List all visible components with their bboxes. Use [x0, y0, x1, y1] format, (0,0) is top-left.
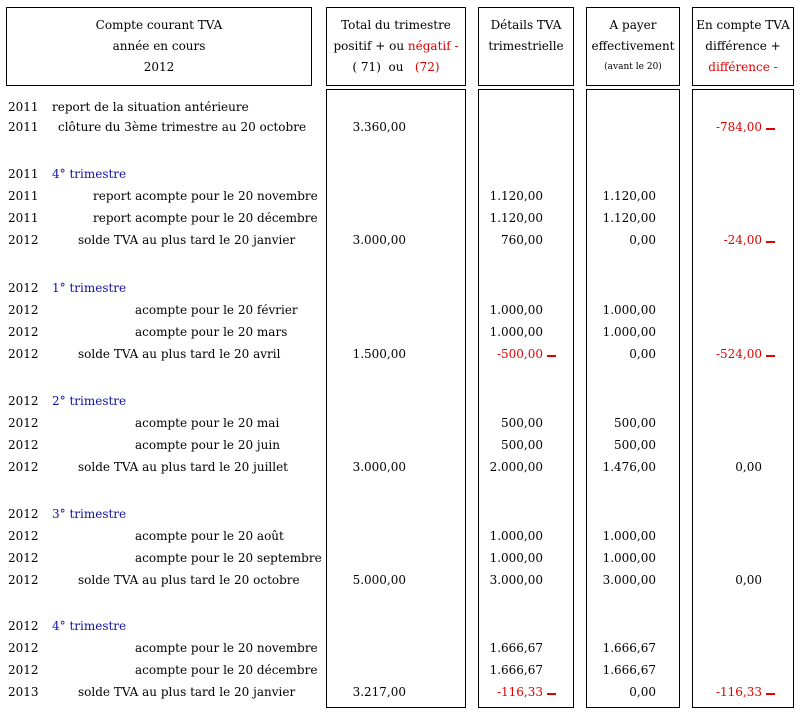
minus-marker-icon [547, 693, 556, 695]
cell-payer: 0,00 [629, 233, 656, 247]
row-year: 2012 [8, 460, 39, 474]
cell-details: 1.000,00 [489, 529, 543, 543]
row-year: 2012 [8, 233, 39, 247]
header-total-72: (72) [414, 60, 440, 74]
row-label: solde TVA au plus tard le 20 avril [78, 347, 281, 361]
cell-compte-tva: -784,00 [715, 120, 762, 134]
row-year: 2012 [8, 325, 39, 339]
cell-details: 1.000,00 [489, 551, 543, 565]
row-label: solde TVA au plus tard le 20 juillet [78, 460, 289, 474]
cell-payer: 0,00 [629, 347, 656, 361]
header-total-line2 [326, 36, 466, 57]
cell-details: 760,00 [501, 233, 543, 247]
row-year: 2011 [8, 167, 39, 181]
header-compte-tva-line3: différence - [708, 60, 778, 74]
cell-payer: 1.120,00 [602, 211, 656, 225]
row-label: solde TVA au plus tard le 20 octobre [78, 573, 300, 587]
row-year: 2012 [8, 619, 39, 633]
minus-marker-icon [547, 355, 556, 357]
row-label: acompte pour le 20 septembre [135, 551, 322, 565]
cell-details: -116,33 [496, 685, 543, 699]
row-year: 2011 [8, 100, 39, 114]
row-label: report acompte pour le 20 novembre [93, 189, 318, 203]
header-total-negatif: négatif - [407, 39, 459, 53]
cell-compte-tva: -116,33 [715, 685, 762, 699]
cell-compte-tva: 0,00 [735, 573, 762, 587]
cell-payer: 1.000,00 [602, 529, 656, 543]
quarter-heading: 2° trimestre [52, 394, 127, 408]
header-total-positif: positif + ou [333, 39, 405, 53]
header-total-trimestre [326, 15, 466, 78]
cell-details: 3.000,00 [489, 573, 543, 587]
row-year: 2012 [8, 416, 39, 430]
cell-payer: 1.000,00 [602, 551, 656, 565]
cell-compte-tva: 0,00 [735, 460, 762, 474]
cell-details: 1.120,00 [489, 189, 543, 203]
row-year: 2012 [8, 507, 39, 521]
row-year: 2012 [8, 303, 39, 317]
cell-compte-tva: -24,00 [723, 233, 762, 247]
cell-details: 500,00 [501, 438, 543, 452]
cell-details: 2.000,00 [489, 460, 543, 474]
row-year: 2012 [8, 573, 39, 587]
cell-payer: 500,00 [614, 438, 656, 452]
header-details-tva [478, 15, 574, 57]
row-label: solde TVA au plus tard le 20 janvier [78, 685, 296, 699]
row-year: 2012 [8, 347, 39, 361]
cell-payer: 1.666,67 [602, 641, 656, 655]
header-details-line1: Détails TVA [490, 18, 562, 32]
row-label: acompte pour le 20 juin [135, 438, 280, 452]
row-label: acompte pour le 20 février [135, 303, 298, 317]
header-payer-line1: A payer [609, 18, 657, 32]
cell-total: 3.360,00 [352, 120, 406, 134]
row-year: 2012 [8, 281, 39, 295]
row-label: acompte pour le 20 décembre [135, 663, 318, 677]
quarter-heading: 1° trimestre [52, 281, 127, 295]
cell-total: 3.217,00 [352, 685, 406, 699]
cell-payer: 1.000,00 [602, 325, 656, 339]
row-label: acompte pour le 20 novembre [135, 641, 318, 655]
minus-marker-icon [766, 693, 775, 695]
header-total-ou: ou [388, 60, 404, 74]
header-en-compte-tva [692, 15, 794, 78]
cell-details: 1.666,67 [489, 663, 543, 677]
row-year: 2012 [8, 641, 39, 655]
cell-details: 1.000,00 [489, 325, 543, 339]
cell-total: 5.000,00 [352, 573, 406, 587]
row-label: report de la situation antérieure [52, 100, 249, 114]
quarter-heading: 4° trimestre [52, 619, 127, 633]
cell-total: 1.500,00 [352, 347, 406, 361]
header-payer-line3: (avant le 20) [604, 62, 662, 72]
column-total [326, 89, 466, 708]
header-details-line2: trimestrielle [488, 39, 564, 53]
cell-payer: 3.000,00 [602, 573, 656, 587]
cell-details: 1.666,67 [489, 641, 543, 655]
column-compte-tva [692, 89, 794, 708]
row-label: clôture du 3ème trimestre au 20 octobre [58, 120, 307, 134]
row-year: 2011 [8, 211, 39, 225]
header-compte-line2: année en cours [112, 39, 206, 53]
header-total-71: ( 71) [352, 60, 381, 74]
header-compte-line3: 2012 [143, 60, 175, 74]
quarter-heading: 4° trimestre [52, 167, 127, 181]
header-compte-line1: Compte courant TVA [95, 18, 223, 32]
cell-payer: 1.000,00 [602, 303, 656, 317]
header-a-payer [586, 15, 680, 78]
column-details [478, 89, 574, 708]
header-total-line3 [326, 57, 466, 78]
column-payer [586, 89, 680, 708]
row-year: 2012 [8, 438, 39, 452]
row-year: 2013 [8, 685, 39, 699]
row-label: acompte pour le 20 août [135, 529, 284, 543]
cell-payer: 1.666,67 [602, 663, 656, 677]
minus-marker-icon [766, 355, 775, 357]
row-year: 2012 [8, 663, 39, 677]
cell-payer: 500,00 [614, 416, 656, 430]
cell-details: 500,00 [501, 416, 543, 430]
row-year: 2012 [8, 529, 39, 543]
cell-details: 1.120,00 [489, 211, 543, 225]
header-compte-tva-line1: En compte TVA [696, 18, 790, 32]
row-year: 2011 [8, 120, 39, 134]
cell-details: 1.000,00 [489, 303, 543, 317]
minus-marker-icon [766, 241, 775, 243]
header-compte-tva-line2: différence + [705, 39, 781, 53]
row-year: 2012 [8, 551, 39, 565]
row-label: report acompte pour le 20 décembre [93, 211, 318, 225]
row-label: acompte pour le 20 mars [135, 325, 288, 339]
row-label: solde TVA au plus tard le 20 janvier [78, 233, 296, 247]
cell-total: 3.000,00 [352, 233, 406, 247]
cell-total: 3.000,00 [352, 460, 406, 474]
header-total-line1: Total du trimestre [341, 18, 451, 32]
header-payer-line2: effectivement [591, 39, 675, 53]
cell-payer: 1.476,00 [602, 460, 656, 474]
row-year: 2011 [8, 189, 39, 203]
quarter-heading: 3° trimestre [52, 507, 127, 521]
header-compte-courant [6, 15, 312, 78]
cell-payer: 1.120,00 [602, 189, 656, 203]
cell-details: -500,00 [496, 347, 543, 361]
minus-marker-icon [766, 128, 775, 130]
row-label: acompte pour le 20 mai [135, 416, 280, 430]
cell-compte-tva: -524,00 [715, 347, 762, 361]
cell-payer: 0,00 [629, 685, 656, 699]
row-year: 2012 [8, 394, 39, 408]
